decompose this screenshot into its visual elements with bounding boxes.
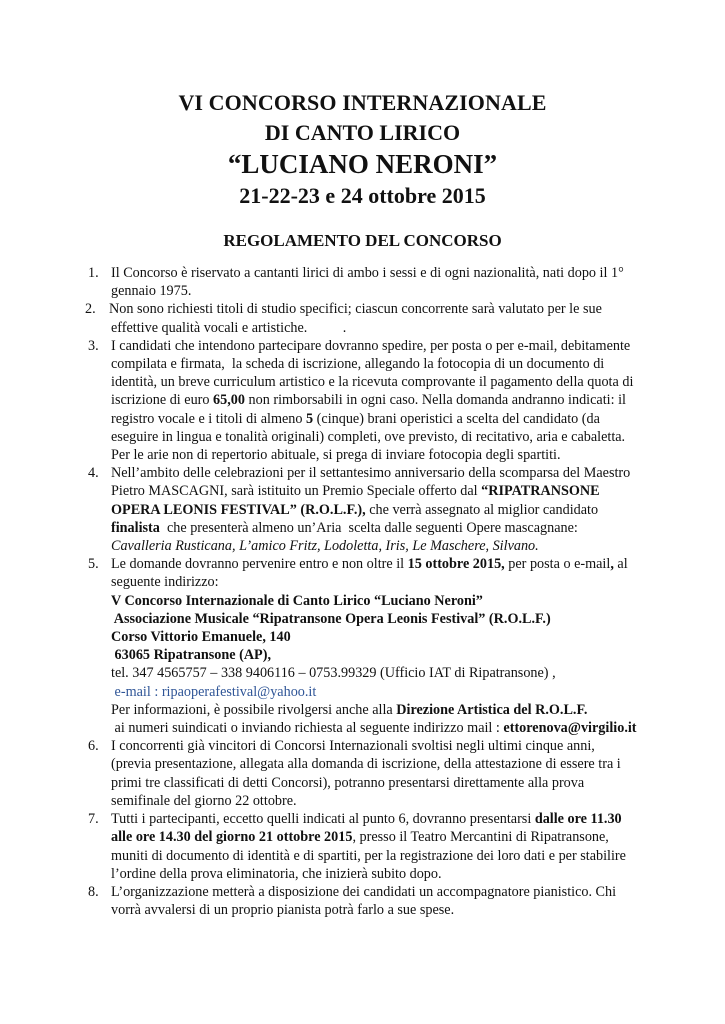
rule-text bbox=[111, 828, 688, 846]
rule-number: 6. bbox=[88, 738, 99, 755]
title-line-2: DI CANTO LIRICO bbox=[264, 120, 461, 145]
rule-text bbox=[111, 482, 688, 500]
rule-number: 3. bbox=[88, 337, 99, 354]
rule-text: seguente indirizzo: bbox=[111, 574, 219, 591]
rule-number: 5. bbox=[88, 556, 99, 573]
rule-text: primi tre classificati di detti Concorsi), potranno presentarsi direttamente alla prova bbox=[111, 774, 585, 791]
rule-text: Il Concorso è riservato a cantanti lirici di ambo i sessi e di ogni nazionalità, nati dopo il 1° bbox=[111, 265, 624, 281]
rule-text: gennaio 1975. bbox=[111, 283, 192, 300]
text-run: (cinque) brani operistici a scelta del candidato (da bbox=[313, 410, 600, 427]
rule-item-3 bbox=[88, 337, 688, 464]
address-street: Corso Vittorio Emanuele, 140 bbox=[111, 629, 291, 646]
title-line-3: “LUCIANO NERONI” bbox=[227, 149, 498, 179]
text-run: al bbox=[613, 556, 628, 573]
rule-text bbox=[111, 701, 688, 719]
finalist-label: finalista bbox=[111, 519, 160, 536]
fee-amount: 65,00 bbox=[213, 392, 245, 409]
rule-text bbox=[111, 501, 688, 519]
text-run: Per informazioni, è possibile rivolgersi anche alla bbox=[111, 701, 397, 718]
address-recipient: V Concorso Internazionale di Canto Lirico “Luciano Neroni” bbox=[111, 592, 483, 609]
opera-list: Cavalleria Rusticana, L’amico Fritz, Lodoletta, Iris, Le Maschere, Silvano. bbox=[111, 538, 539, 555]
rule-text: compilata e firmata, la scheda di iscrizione, allegando la fotocopia di un documento di bbox=[111, 356, 605, 373]
address-line bbox=[111, 610, 688, 628]
address-line bbox=[111, 592, 688, 610]
deadline-date: 15 ottobre 2015, bbox=[407, 556, 505, 573]
text-run: registro vocale e i titoli di almeno bbox=[111, 410, 307, 427]
section-heading: REGOLAMENTO DEL CONCORSO bbox=[223, 231, 502, 250]
text-run: non rimborsabili in ogni caso. Nella domanda andranno indicati: il bbox=[244, 392, 626, 409]
registration-time: alle ore 14.30 del giorno 21 ottobre 2015 bbox=[111, 829, 353, 846]
rule-item-1 bbox=[88, 264, 688, 300]
email-link-ettorenova[interactable]: ettorenova@virgilio.it bbox=[503, 720, 637, 737]
text-run: , bbox=[610, 556, 614, 573]
rule-text: (previa presentazione, allegata alla domanda di iscrizione, della attestazione di essere tra i bbox=[111, 756, 621, 773]
rule-text: Per le arie non di repertorio abituale, si prega di inviare fotocopia degli spartiti. bbox=[111, 447, 561, 464]
piece-count: 5 bbox=[306, 410, 314, 427]
text-run: (R.O.L.F.) bbox=[485, 610, 551, 627]
festival-name: “RIPATRANSONE bbox=[481, 483, 600, 500]
text-run: , presso il Teatro Mercantini di Ripatransone, bbox=[352, 829, 609, 846]
rule-text: semifinale del giorno 22 ottobre. bbox=[111, 792, 297, 809]
rule-text bbox=[111, 537, 688, 555]
rules-list bbox=[85, 264, 688, 919]
rule-text: Nell’ambito delle celebrazioni per il settantesimo anniversario della scomparsa del Maestro bbox=[111, 465, 631, 482]
email-link-ripaoperafestival[interactable]: e-mail : ripaoperafestival@yahoo.it bbox=[111, 683, 317, 700]
rule-text: L’organizzazione metterà a disposizione dei candidati un accompagnatore pianistico. Chi bbox=[111, 883, 617, 900]
address-association: Associazione Musicale “Ripatransone Opera Leonis Festival” bbox=[111, 610, 486, 627]
rule-text bbox=[111, 810, 688, 828]
rule-text bbox=[111, 519, 688, 537]
rule-item-4 bbox=[88, 464, 688, 555]
address-line bbox=[111, 628, 688, 646]
rule-item-5 bbox=[88, 555, 688, 737]
festival-name: OPERA LEONIS FESTIVAL” (R.O.L.F.), bbox=[111, 501, 366, 518]
text-run: Le domande dovranno pervenire entro e non oltre il bbox=[111, 556, 408, 573]
rule-number: 2. bbox=[85, 301, 96, 318]
rule-text: l’ordine della prova eliminatoria, che inizierà subito dopo. bbox=[111, 865, 442, 882]
rule-number: 8. bbox=[88, 883, 99, 900]
address-line bbox=[111, 646, 688, 664]
rule-text bbox=[111, 719, 688, 737]
text-run: Tutti i partecipanti, eccetto quelli indicati al punto 6, dovranno presentarsi bbox=[111, 811, 535, 828]
rule-text: Non sono richiesti titoli di studio specifici; ciascun concorrente sarà valutato per le sue bbox=[109, 301, 602, 318]
rule-number: 4. bbox=[88, 465, 99, 482]
rule-number: 7. bbox=[88, 811, 99, 828]
rule-text bbox=[111, 391, 688, 409]
rule-text: eseguire in lingua e tonalità originali) completi, ove previsto, di recitativo, aria e cabaletta. bbox=[111, 428, 626, 445]
phone-numbers: tel. 347 4565757 – 338 9406116 – 0753.99329 (Ufficio IAT di Ripatransone) , bbox=[111, 665, 556, 682]
rule-text: vorrà avvalersi di un proprio pianista potrà farlo a sue spese. bbox=[111, 902, 455, 919]
text-run: che verrà assegnato al miglior candidato bbox=[365, 501, 599, 518]
rule-text: I candidati che intendono partecipare dovranno spedire, per posta o per e-mail, debitamente bbox=[111, 337, 631, 354]
address-city: 63065 Ripatransone (AP), bbox=[111, 647, 271, 664]
registration-time: dalle ore 11.30 bbox=[534, 811, 622, 828]
rule-text: muniti di documento di identità e di spartiti, per la registrazione dei loro dati e per stabilire bbox=[111, 847, 626, 864]
artistic-direction: Direzione Artistica del R.O.L.F. bbox=[396, 701, 588, 718]
rule-text: identità, un breve curriculum artistico e la ricevuta comprovante il pagamento della quota di bbox=[111, 374, 634, 391]
text-run: che presenterà almeno un’Aria scelta dalle seguenti Opere mascagnane: bbox=[159, 519, 578, 536]
rule-text bbox=[111, 410, 688, 428]
document-title bbox=[0, 88, 725, 211]
rule-text: effettive qualità vocali e artistiche. . bbox=[111, 319, 347, 336]
rule-item-6 bbox=[88, 737, 688, 810]
text-run: ai numeri suindicati o inviando richiesta al seguente indirizzo mail : bbox=[111, 720, 504, 737]
rule-number: 1. bbox=[88, 265, 99, 281]
title-line-1: VI CONCORSO INTERNAZIONALE bbox=[178, 90, 547, 115]
text-run: per posta o e-mail bbox=[504, 556, 611, 573]
text-run: Pietro MASCAGNI, sarà istituito un Premio Speciale offerto dal bbox=[111, 483, 482, 500]
rule-item-2 bbox=[85, 300, 688, 336]
rule-text bbox=[111, 555, 688, 573]
text-run: iscrizione di euro bbox=[111, 392, 214, 409]
rule-item-8 bbox=[88, 883, 688, 919]
rule-text: I concorrenti già vincitori di Concorsi Internazionali svoltisi negli ultimi cinque anni, bbox=[111, 738, 595, 755]
rule-item-7 bbox=[88, 810, 688, 883]
title-dates: 21-22-23 e 24 ottobre 2015 bbox=[239, 183, 486, 208]
